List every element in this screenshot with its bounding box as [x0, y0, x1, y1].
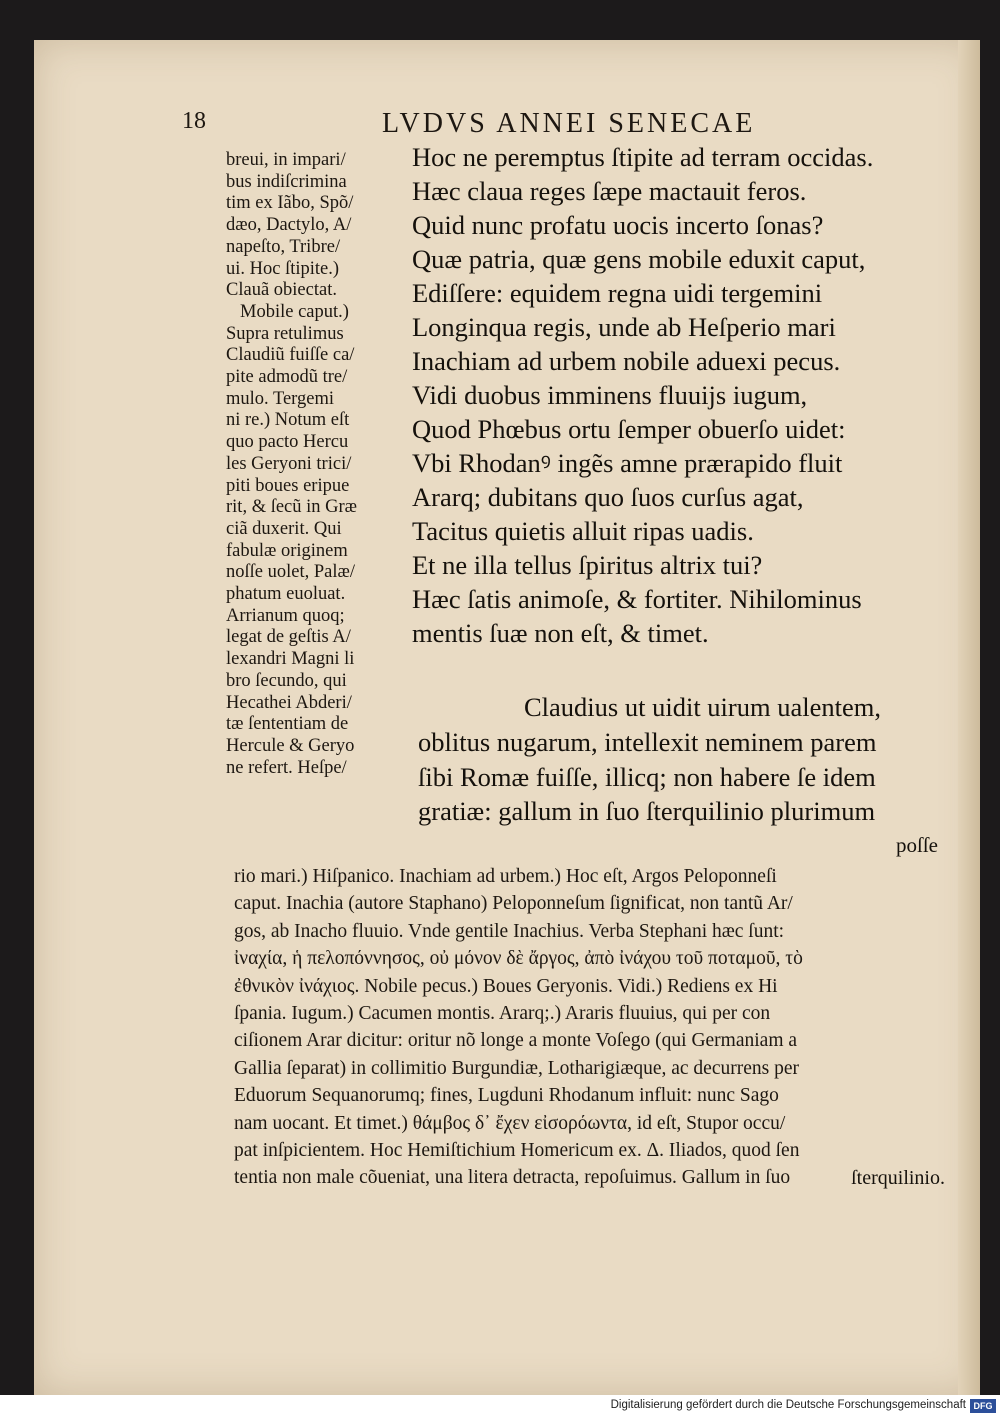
gloss-line: mulo. Tergemi [226, 388, 334, 409]
gloss-line: Clauã obiectat. [226, 280, 337, 301]
gloss-line: ciã duxerit. Qui [226, 518, 342, 539]
gloss-line: tim ex Iãbo, Spõ/ [226, 193, 354, 214]
gloss-line: lexandri Magni li [226, 649, 355, 670]
gloss-line: Mobile caput.) [240, 301, 349, 322]
verse-line: Ediſſere: equidem regna uidi tergemini [412, 278, 823, 308]
gloss-line: Hercule & Geryo [226, 735, 355, 756]
verse-line: Inachiam ad urbem nobile aduexi pecus. [412, 346, 841, 376]
prose-line: oblitus nugarum, intellexit neminem parem [418, 726, 877, 757]
gloss-line: les Geryoni trici/ [226, 453, 352, 474]
note-line: ciſionem Arar dicitur: oritur nõ longe a monte Voſego (qui Germaniam a [234, 1030, 798, 1052]
gloss-line: phatum euoluat. [226, 584, 346, 605]
gloss-line: Arrianum quoq; [226, 605, 345, 626]
verse-line: Hæc claua reges ſæpe mactauit feros. [412, 176, 807, 206]
note-line: caput. Inachia (autore Staphano) Peloponneſum ſignificat, non tantũ Ar/ [234, 893, 793, 915]
end-catchword: ſterquilinio. [851, 1167, 945, 1189]
gloss-line: piti boues eripue [226, 475, 350, 496]
note-line: Gallia ſeparat) in collimitio Burgundiæ, Lotharigiæque, ac decurrens per [234, 1057, 799, 1079]
verse-line: Vidi duobus imminens fluuijs iugum, [412, 380, 808, 410]
gloss-line: bro ſecundo, qui [226, 670, 347, 691]
prose-line: ſibi Romæ fuiſſe, illicq; non habere ſe idem [418, 761, 876, 792]
prose-line: gratiæ: gallum in ſuo ſterquilinio plurimum [418, 796, 876, 827]
verse-line: Tacitus quietis alluit ripas uadis. [412, 516, 754, 546]
page-edge [958, 40, 980, 1395]
gloss-line: dæo, Dactylo, A/ [226, 215, 352, 236]
gloss-line: napeſto, Tribre/ [226, 236, 341, 257]
note-line: tentia non male cõueniat, una litera detracta, repoſuimus. Gallum in ſuo [234, 1167, 791, 1189]
note-line: gos, ab Inacho fluuio. Vnde gentile Inachius. Verba Stephani hæc ſunt: [234, 920, 785, 942]
verse-line: Hoc ne peremptus ſtipite ad terram occidas. [412, 142, 874, 172]
note-line: Eduorum Sequanorumq; fines, Lugduni Rhodanum influit: nunc Sago [234, 1085, 779, 1107]
verse-line: Vbi Rhodanꝰ ingẽs amne prærapido fluit [412, 448, 843, 478]
footer-bar [0, 1395, 1000, 1420]
prose-line: Claudius ut uidit uirum ualentem, [524, 692, 881, 722]
marginal-gloss [226, 150, 406, 779]
gloss-line: ne refert. Heſpe/ [226, 757, 347, 778]
funding-notice: Digitalisierung gefördert durch die Deutsche Forschungsgemeinschaft [610, 1399, 966, 1411]
gloss-line: Claudiũ fuiſſe ca/ [226, 345, 355, 366]
verse-line: Quæ patria, quæ gens mobile eduxit caput, [412, 244, 866, 274]
gloss-line: ni re.) Notum eſt [226, 410, 350, 431]
gloss-line: pite admodũ tre/ [226, 367, 348, 388]
gloss-line: breui, in impari/ [226, 150, 346, 170]
gloss-line: bus indiſcrimina [226, 171, 347, 192]
note-line: nam uocant. Et timet.) θάμβος δ᾽ ἔχεν εἰσορόωντα, id eſt, Stupor occu/ [234, 1112, 786, 1134]
gloss-line: noſſe uolet, Palæ/ [226, 562, 355, 583]
verse-line: Ararq; dubitans quo ſuos curſus agat, [412, 482, 804, 512]
catchword: poſſe [896, 833, 938, 857]
verse-line: Hæc ſatis animoſe, & fortiter. Nihilominus [412, 584, 862, 614]
note-line: ſpania. Iugum.) Cacumen montis. Ararq;.) Araris fluuius, qui per con [234, 1003, 771, 1025]
verse-line: Et ne illa tellus ſpiritus altrix tui? [412, 550, 763, 580]
commentary-notes [234, 863, 954, 1192]
note-line: pat inſpicientem. Hoc Hemiſtichium Homericum ex. Δ. Iliados, quod ſen [234, 1140, 800, 1162]
verse-line: Quid nunc profatu uocis incerto ſonas? [412, 210, 824, 240]
verse-line: Longinqua regis, unde ab Heſperio mari [412, 312, 836, 342]
gloss-line: Supra retulimus [226, 323, 344, 344]
gloss-line: tæ ſententiam de [226, 714, 349, 735]
gloss-line: ui. Hoc ſtipite.) [226, 258, 340, 279]
running-title: LVDVS ANNEI SENECAE [382, 108, 756, 139]
note-line: ἐθνικὸν ἰνάχιος. Nobile pecus.) Boues Geryonis. Vidi.) Rediens ex Hi [234, 975, 778, 997]
dfg-logo: DFG [970, 1399, 996, 1413]
folio-number: 18 [182, 108, 206, 134]
prose-text [418, 690, 943, 829]
gloss-line: quo pacto Hercu [226, 432, 349, 453]
note-line: ἰναχία, ἡ πελοπόννησος, οὐ μόνον δὲ ἄργος, ἀπὸ ἰνάχου τοῦ ποταμοῦ, τὸ [234, 948, 803, 970]
gloss-line: rit, & ſecũ in Græ [226, 497, 358, 518]
verse-line: Quod Phœbus ortu ſemper obuerſo uidet: [412, 414, 846, 444]
verse-text [412, 140, 952, 650]
note-line: rio mari.) Hiſpanico. Inachiam ad urbem.) Hoc eſt, Argos Peloponneſi [234, 866, 777, 887]
gloss-line: Hecathei Abderi/ [226, 692, 352, 713]
gloss-line: legat de geſtis A/ [226, 627, 351, 648]
verse-line: mentis ſuæ non eſt, & timet. [412, 618, 709, 648]
gloss-line: fabulæ originem [226, 540, 348, 561]
